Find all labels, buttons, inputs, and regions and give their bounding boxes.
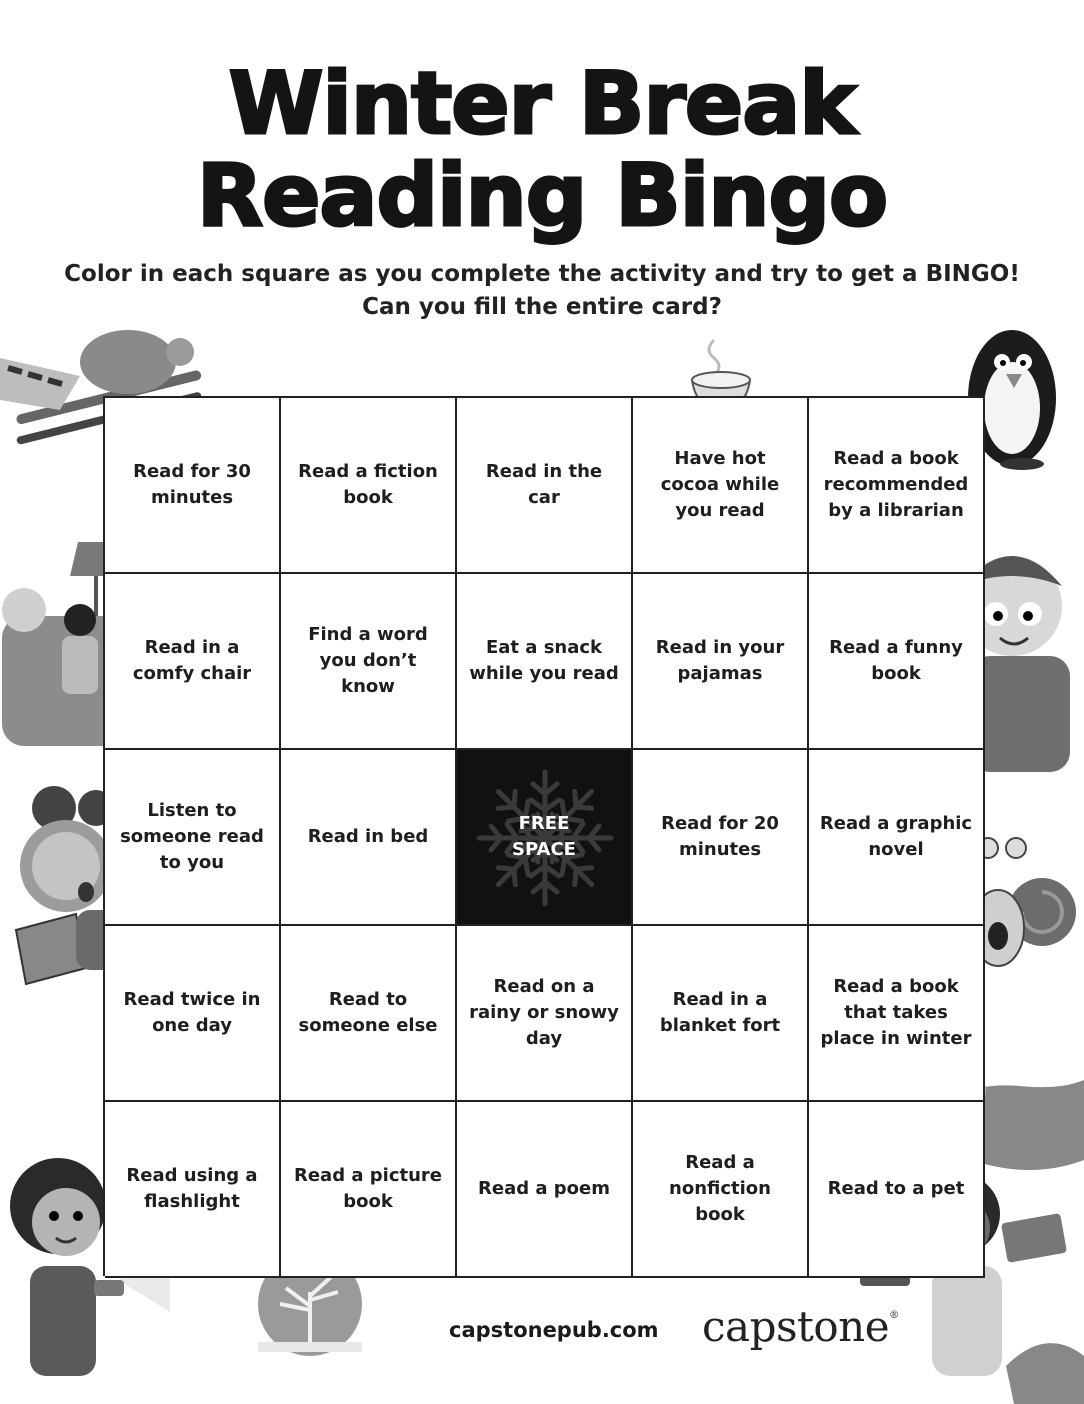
bingo-square[interactable] — [105, 926, 281, 1102]
bingo-square-text: Read a poem — [478, 1178, 610, 1199]
instructions-line-1: Color in each square as you complete the activity and try to get a BINGO! — [64, 261, 1020, 287]
bingo-square[interactable] — [457, 398, 633, 574]
bingo-square[interactable] — [457, 926, 633, 1102]
bingo-square[interactable] — [633, 926, 809, 1102]
bingo-square-text: Read in a blanket fort — [659, 989, 781, 1036]
bingo-square[interactable] — [633, 398, 809, 574]
bingo-square[interactable] — [809, 574, 985, 750]
bingo-square-text: Read for 30 minutes — [133, 461, 251, 508]
bingo-square[interactable] — [457, 1102, 633, 1278]
bingo-square[interactable] — [457, 574, 633, 750]
bingo-square[interactable] — [633, 574, 809, 750]
bingo-square-text: Read in the car — [485, 461, 603, 508]
bingo-square[interactable] — [809, 750, 985, 926]
bingo-square[interactable] — [105, 398, 281, 574]
bingo-square[interactable] — [281, 750, 457, 926]
bingo-square-text: Read in your pajamas — [655, 637, 785, 684]
website-link[interactable]: capstonepub.com — [449, 1318, 659, 1342]
bingo-square[interactable] — [105, 750, 281, 926]
bingo-square-text: Read in a comfy chair — [132, 637, 252, 684]
bingo-square-text: Read a nonfiction book — [669, 1152, 771, 1225]
bingo-square-text: Eat a snack while you read — [469, 637, 619, 684]
bingo-card — [103, 396, 983, 1276]
bingo-square-text: Read to someone else — [298, 989, 438, 1036]
bingo-square-text: Read a funny book — [829, 637, 963, 684]
bingo-square[interactable] — [281, 574, 457, 750]
bingo-square[interactable] — [809, 1102, 985, 1278]
bingo-square[interactable] — [105, 574, 281, 750]
bingo-square-text: Read twice in one day — [123, 989, 261, 1036]
capstone-logo — [702, 1302, 899, 1351]
bingo-square[interactable] — [633, 1102, 809, 1278]
title-line-2: Reading Bingo — [196, 146, 888, 246]
bingo-square-text: Read a graphic novel — [819, 813, 973, 860]
capstone-logo-text: capstone — [702, 1302, 890, 1351]
bingo-square-text: Read on a rainy or snowy day — [469, 976, 619, 1049]
bingo-square[interactable] — [281, 1102, 457, 1278]
title-line-1: Winter Break — [228, 54, 856, 154]
bingo-square-text: Read a fiction book — [298, 461, 438, 508]
bingo-square-text: Read for 20 minutes — [661, 813, 779, 860]
page-title — [0, 54, 1084, 246]
bingo-square[interactable] — [105, 1102, 281, 1278]
bingo-square-text: Read to a pet — [827, 1178, 965, 1199]
free-space-label: FREE SPACE — [512, 813, 576, 860]
bingo-square-text: Read a book that takes place in winter — [820, 976, 972, 1049]
bingo-square-text: Read a picture book — [293, 1165, 442, 1212]
bingo-square[interactable] — [281, 926, 457, 1102]
free-space-square[interactable] — [457, 750, 633, 926]
bingo-square-text: Find a word you don’t know — [308, 624, 428, 697]
registered-mark: ® — [889, 1310, 899, 1321]
bingo-square-text: Listen to someone read to you — [120, 800, 264, 873]
bingo-square-text: Read using a flashlight — [126, 1165, 258, 1212]
instructions — [0, 258, 1084, 324]
instructions-line-2: Can you fill the entire card? — [362, 294, 722, 320]
bingo-square-text: Read in bed — [307, 826, 429, 847]
bingo-square[interactable] — [281, 398, 457, 574]
bingo-square[interactable] — [633, 750, 809, 926]
bingo-square[interactable] — [809, 926, 985, 1102]
bingo-square-text: Read a book recommended by a librarian — [823, 448, 969, 521]
bingo-square[interactable] — [809, 398, 985, 574]
bingo-square-text: Have hot cocoa while you read — [660, 448, 780, 521]
